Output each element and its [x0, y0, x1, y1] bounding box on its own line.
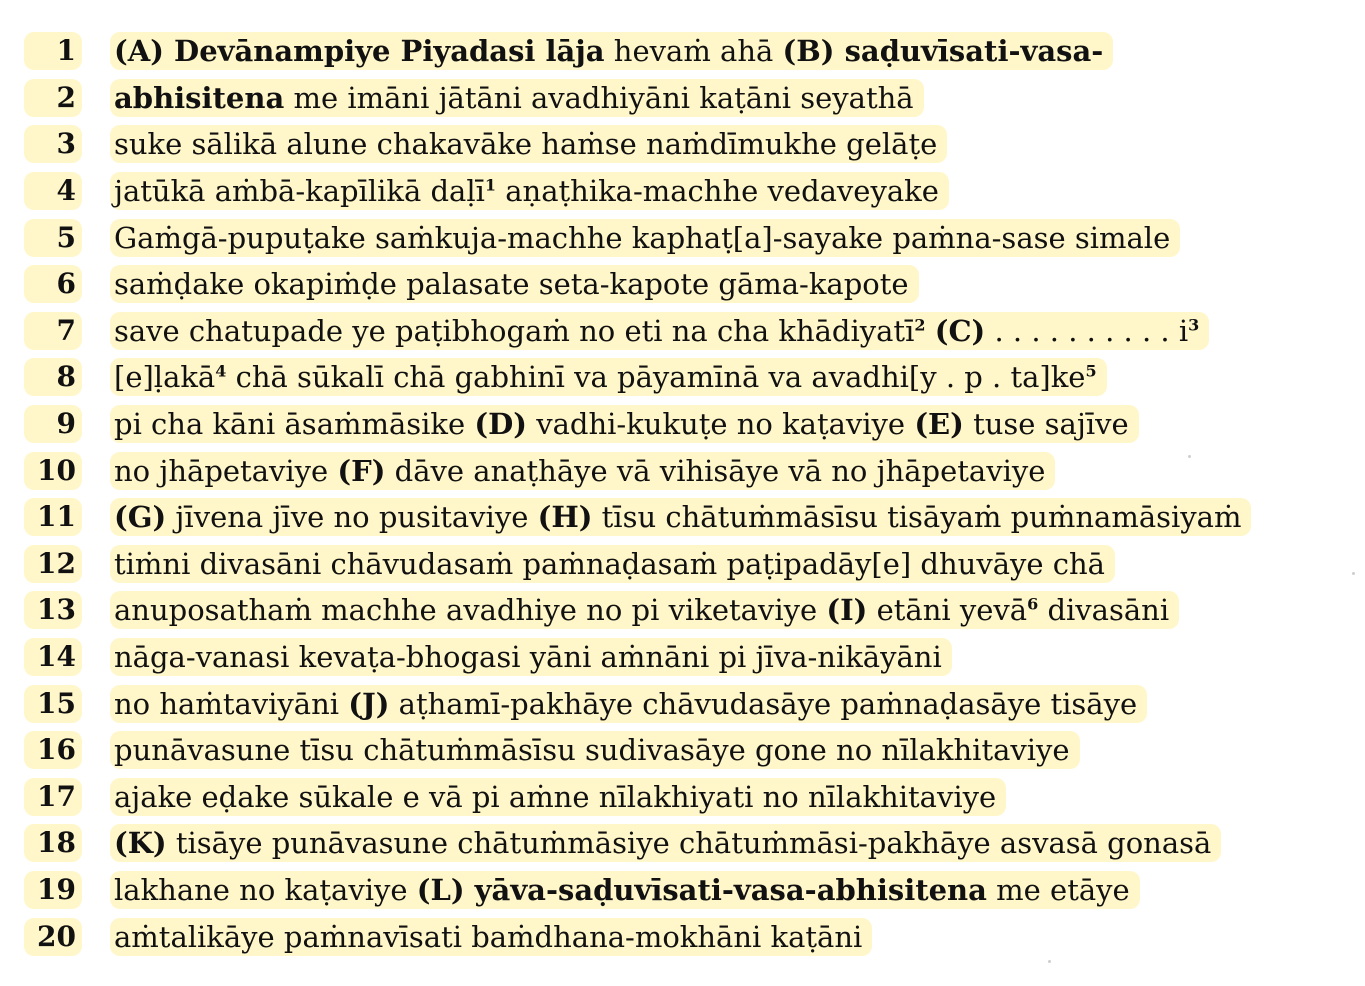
text-segment: anuposathaṁ machhe avadhiye no pi viketaviye — [114, 593, 827, 628]
line-number: 8 — [24, 358, 82, 396]
bold-text-segment: (B) saḍuvīsati-vasa- — [782, 34, 1104, 69]
bold-text-segment: (E) — [914, 407, 964, 442]
text-segment: aṇaṭhika-machhe vedaveyake — [496, 174, 939, 209]
line-number: 6 — [24, 265, 82, 303]
line-text — [110, 452, 1055, 490]
text-segment: vadhi-kukuṭe no kaṭaviye — [526, 407, 915, 442]
text-segment: hevaṁ ahā — [604, 34, 783, 69]
footnote-marker: 2 — [914, 315, 926, 335]
line-text — [110, 871, 1140, 909]
line-number: 7 — [24, 312, 82, 350]
line-text — [110, 824, 1221, 862]
line-number: 19 — [24, 871, 82, 909]
line-text — [110, 498, 1251, 536]
text-line — [24, 168, 1344, 215]
text-segment: aṭhamī-pakhāye chāvudasāye paṁnaḍasāye tisāye — [389, 686, 1138, 721]
text-line — [24, 820, 1344, 867]
text-line — [24, 75, 1344, 122]
speck-mark — [1048, 960, 1051, 963]
text-line — [24, 354, 1344, 401]
footnote-marker: 6 — [1027, 594, 1039, 614]
text-segment — [926, 314, 935, 348]
text-segment: Gaṁgā-pupuṭake saṁkuja-machhe kaphaṭ[a]-sayake paṁna-sase simale — [114, 220, 1171, 255]
bold-text-segment: (I) — [826, 593, 868, 628]
text-segment: tuse sajīve — [963, 407, 1129, 442]
text-line — [24, 727, 1344, 774]
text-line — [24, 774, 1344, 821]
inscription-text-block — [24, 28, 1344, 960]
text-segment: no jhāpetaviye — [114, 453, 338, 488]
line-number: 17 — [24, 778, 82, 816]
footnote-marker: 4 — [215, 361, 227, 381]
line-number: 9 — [24, 405, 82, 443]
line-text — [110, 731, 1080, 769]
text-segment: pi cha kāni āsaṁmāsike — [114, 407, 475, 442]
footnote-marker: 1 — [484, 175, 497, 195]
text-line — [24, 913, 1344, 960]
text-line — [24, 587, 1344, 634]
line-number: 3 — [24, 125, 82, 163]
line-number: 2 — [24, 79, 82, 117]
line-number: 10 — [24, 452, 82, 490]
footnote-marker: 3 — [1188, 315, 1200, 335]
text-line — [24, 867, 1344, 914]
bold-text-segment: (J) — [348, 686, 390, 721]
line-text — [110, 32, 1113, 70]
text-segment: saṁḍake okapiṁḍe palasate seta-kapote gāma-kapote — [114, 267, 909, 302]
footnote-marker: 5 — [1085, 361, 1097, 381]
text-line — [24, 308, 1344, 355]
bold-text-segment: (H) — [537, 500, 593, 535]
text-segment: jīvena jīve no pusitaviye — [166, 500, 538, 535]
line-text — [110, 545, 1115, 583]
bold-text-segment: (L) yāva-saḍuvīsati-vasa-abhisitena — [416, 872, 987, 907]
text-line — [24, 401, 1344, 448]
text-segment: punāvasune tīsu chātuṁmāsīsu sudivasāye gone no nīlakhitaviye — [114, 733, 1070, 768]
text-segment: divasāni — [1038, 593, 1170, 628]
text-segment: tīsu chātuṁmāsīsu tisāyaṁ puṁnamāsiyaṁ — [592, 500, 1242, 535]
text-segment: tiṁni divasāni chāvudasaṁ paṁnaḍasaṁ paṭipadāy[e] dhuvāye chā — [114, 546, 1105, 581]
line-text — [110, 405, 1139, 443]
line-number: 16 — [24, 731, 82, 769]
line-text — [110, 918, 872, 956]
text-segment: no haṁtaviyāni — [114, 686, 349, 721]
text-segment: [e]ḷakā — [114, 360, 216, 395]
text-segment: lakhane no kaṭaviye — [114, 872, 417, 907]
text-line — [24, 447, 1344, 494]
text-segment: aṁtalikāye paṁnavīsati baṁdhana-mokhāni kaṭāni — [114, 919, 863, 954]
text-segment: dāve anaṭhāye vā vihisāye vā no jhāpetaviye — [385, 453, 1046, 488]
line-number: 12 — [24, 545, 82, 583]
text-line — [24, 214, 1344, 261]
bold-text-segment: (G) — [114, 500, 167, 535]
bold-text-segment: abhisitena — [114, 80, 285, 115]
text-line — [24, 261, 1344, 308]
line-text — [110, 172, 949, 210]
bold-text-segment: (A) Devānampiye Piyadasi lāja — [114, 34, 605, 69]
text-segment: save chatupade ye paṭibhogaṁ no eti na cha khādiyatī — [114, 313, 915, 348]
line-number: 11 — [24, 498, 82, 536]
text-segment: etāni yevā — [867, 593, 1028, 628]
bold-text-segment: (K) — [114, 826, 167, 861]
text-segment: jatūkā aṁbā-kapīlikā daḷī — [114, 174, 485, 209]
line-text — [110, 219, 1180, 257]
line-number: 5 — [24, 219, 82, 257]
line-number: 14 — [24, 638, 82, 676]
line-text — [110, 778, 1006, 816]
line-number: 13 — [24, 591, 82, 629]
text-line — [24, 494, 1344, 541]
text-segment: ajake eḍake sūkale e vā pi aṁne nīlakhiyati no nīlakhitaviye — [114, 779, 997, 814]
line-text — [110, 312, 1209, 350]
line-number: 20 — [24, 918, 82, 956]
text-segment: nāga-vanasi kevaṭa-bhogasi yāni aṁnāni pi jīva-nikāyāni — [114, 640, 942, 675]
text-line — [24, 634, 1344, 681]
text-line — [24, 121, 1344, 168]
line-number: 4 — [24, 172, 82, 210]
text-segment: . . . . . . . . . . i — [985, 313, 1189, 348]
line-text — [110, 685, 1147, 723]
text-segment: me imāni jātāni avadhiyāni kaṭāni seyathā — [284, 80, 914, 115]
line-text — [110, 638, 952, 676]
line-text — [110, 125, 947, 163]
text-segment: suke sālikā alune chakavāke haṁse naṁdīmukhe gelāṭe — [114, 127, 938, 162]
bold-text-segment: (C) — [934, 313, 986, 348]
speck-mark — [1188, 455, 1191, 458]
line-text — [110, 265, 919, 303]
line-number: 15 — [24, 685, 82, 723]
text-segment: me etāye — [986, 872, 1130, 907]
line-number: 1 — [24, 32, 82, 70]
text-line — [24, 680, 1344, 727]
text-segment: tisāye punāvasune chātuṁmāsiye chātuṁmāsi-pakhāye asvasā gonasā — [166, 826, 1212, 861]
line-text — [110, 79, 924, 117]
text-line — [24, 541, 1344, 588]
line-text — [110, 358, 1107, 396]
text-segment: chā sūkalī chā gabhinī va pāyamīnā va avadhi[y . p . ta]ke — [226, 360, 1086, 395]
bold-text-segment: (F) — [337, 453, 386, 488]
text-line — [24, 28, 1344, 75]
bold-text-segment: (D) — [474, 407, 527, 442]
speck-mark — [1352, 572, 1355, 575]
line-number: 18 — [24, 824, 82, 862]
line-text — [110, 591, 1179, 629]
